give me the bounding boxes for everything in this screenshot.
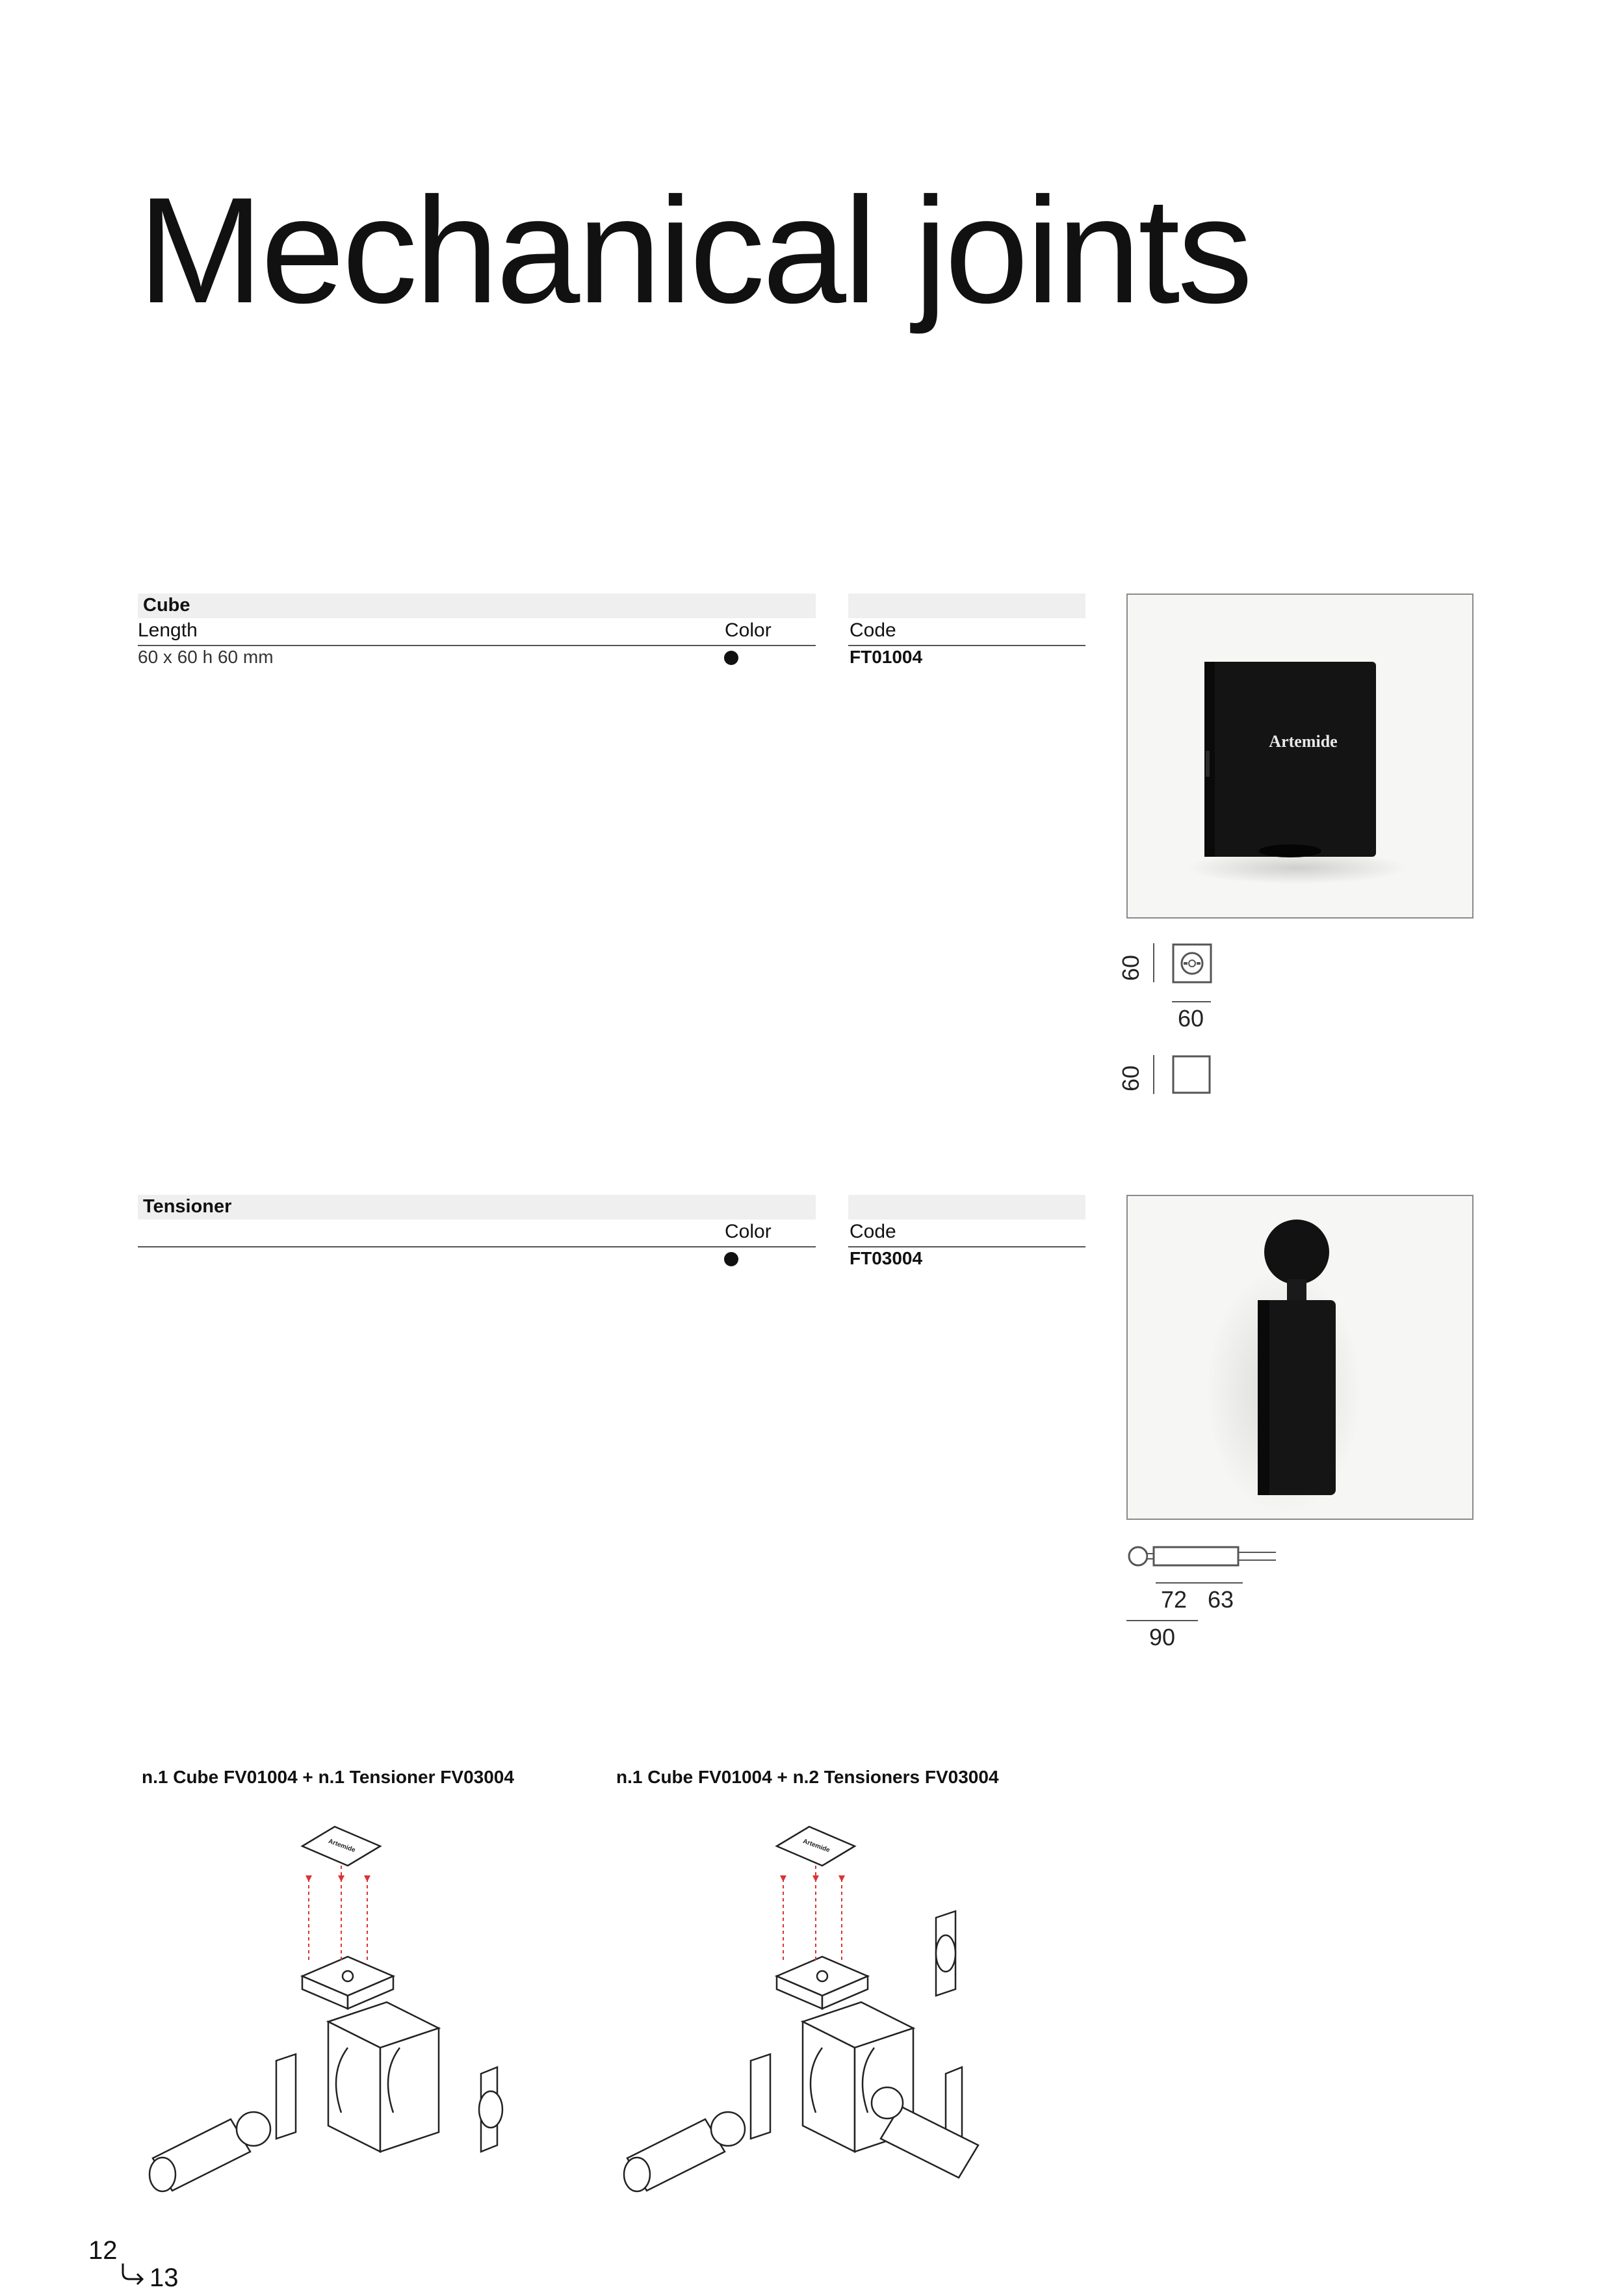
brand-logo: Artemide bbox=[1269, 732, 1338, 751]
assembly-diagram-2 bbox=[608, 1814, 998, 2197]
return-arrow-icon bbox=[119, 2261, 148, 2287]
tensioner-name: Tensioner bbox=[143, 1196, 232, 1217]
tensioner-side-view-icon bbox=[1126, 1541, 1282, 1573]
cube-color-swatch bbox=[724, 651, 738, 665]
tensioner-dim-a-line bbox=[1156, 1582, 1243, 1584]
cube-width-line bbox=[1172, 1001, 1211, 1002]
cube-height-tick-1 bbox=[1153, 943, 1154, 982]
tensioner-divider bbox=[138, 1246, 816, 1247]
tensioner-table-header bbox=[138, 1195, 816, 1220]
tensioner-dim-a: 72 bbox=[1161, 1586, 1188, 1613]
tensioner-color-swatch bbox=[724, 1252, 738, 1266]
cube-code-divider bbox=[848, 645, 1085, 646]
diagram-logo-1: Artemide bbox=[327, 1838, 357, 1855]
tensioner-code-value: FT03004 bbox=[850, 1248, 923, 1268]
assembly-caption-2: n.1 Cube FV01004 + n.2 Tensioners FV03004 bbox=[616, 1767, 999, 1787]
tensioner-code-divider bbox=[848, 1246, 1085, 1247]
page-number-from: 12 bbox=[88, 2236, 118, 2265]
cube-length-label: Length bbox=[138, 620, 198, 641]
cube-code-value: FT01004 bbox=[850, 647, 923, 667]
cube-width-dim: 60 bbox=[1178, 1005, 1204, 1032]
cube-photo bbox=[1126, 594, 1474, 919]
tensioner-photo bbox=[1126, 1195, 1474, 1520]
tensioner-dim-total: 90 bbox=[1149, 1624, 1176, 1650]
cube-length-value: 60 x 60 h 60 mm bbox=[138, 647, 274, 667]
tensioner-dim-b: 63 bbox=[1208, 1586, 1234, 1613]
cube-name: Cube bbox=[143, 595, 190, 616]
cube-product-image bbox=[1128, 595, 1472, 917]
page-number-to: 13 bbox=[149, 2263, 179, 2292]
tensioner-color-label: Color bbox=[725, 1221, 772, 1242]
cube-side-view-icon bbox=[1172, 1055, 1214, 1097]
cube-height-dim-2: 60 bbox=[1117, 1065, 1145, 1092]
cube-divider bbox=[138, 645, 816, 646]
cube-height-dim-1: 60 bbox=[1117, 954, 1145, 982]
cube-code-label: Code bbox=[850, 620, 896, 641]
cube-table-header bbox=[138, 594, 816, 618]
diagram-logo-2: Artemide bbox=[801, 1838, 831, 1855]
assembly-caption-1: n.1 Cube FV01004 + n.1 Tensioner FV03004 bbox=[142, 1767, 514, 1787]
tensioner-code-header bbox=[848, 1195, 1085, 1220]
tensioner-dim-total-line bbox=[1126, 1620, 1198, 1621]
tensioner-code-label: Code bbox=[850, 1221, 896, 1242]
cube-height-tick-2 bbox=[1153, 1055, 1154, 1094]
cube-color-label: Color bbox=[725, 620, 772, 641]
assembly-diagram-1 bbox=[133, 1814, 523, 2197]
cube-code-header bbox=[848, 594, 1085, 618]
cube-top-view-icon bbox=[1172, 943, 1214, 985]
page-title: Mechanical joints bbox=[138, 166, 1251, 335]
tensioner-product-image bbox=[1128, 1196, 1472, 1519]
